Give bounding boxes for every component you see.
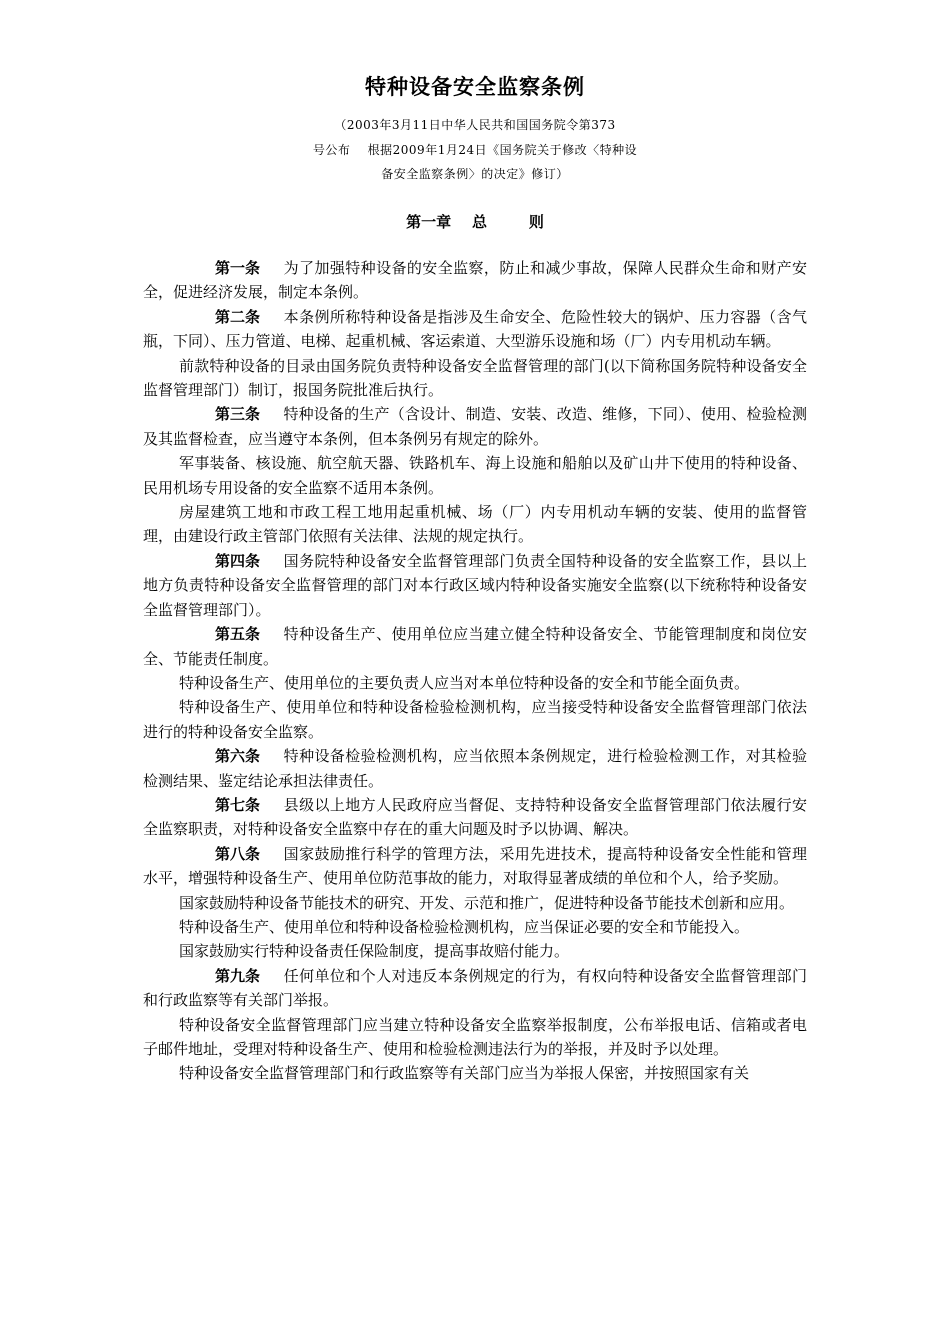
paragraph xyxy=(143,354,807,403)
paragraph-text: 本条例所称特种设备是指涉及生命安全、危险性较大的锅炉、压力容器（含气瓶，下同）、压力管道、电梯、起重机械、客运索道、大型游乐设施和场（厂）内专用机动车辆。 xyxy=(143,307,807,351)
paragraph-text: 任何单位和个人对违反本条例规定的行为，有权向特种设备安全监督管理部门和行政监察等有关部门举报。 xyxy=(143,966,807,1010)
paragraph xyxy=(143,305,807,354)
paragraph-text: 特种设备生产、使用单位和特种设备检验检测机构，应当保证必要的安全和节能投入。 xyxy=(179,917,750,936)
paragraph-text: 前款特种设备的目录由国务院负责特种设备安全监督管理的部门(以下简称国务院特种设备安全监督管理部门）制订，报国务院批准后执行。 xyxy=(143,356,807,400)
paragraph xyxy=(143,671,807,695)
article-number: 第四条 xyxy=(215,551,261,570)
article-number: 第五条 xyxy=(215,625,261,644)
subtitle-line-3: 备安全监察条例〉的决定》修订） xyxy=(381,167,569,181)
paragraph xyxy=(143,793,807,842)
subtitle-line-2: 号公布 根据2009年1月24日《国务院关于修改〈特种设 xyxy=(312,143,638,157)
paragraph-text: 特种设备的生产（含设计、制造、安装、改造、维修，下同）、使用、检验检测及其监督检查，应当遵守本条例，但本条例另有规定的除外。 xyxy=(143,405,807,448)
paragraph-text: 特种设备安全监督管理部门和行政监察等有关部门应当为举报人保密，并按照国家有关 xyxy=(179,1064,750,1083)
paragraph-text: 房屋建筑工地和市政工程工地用起重机械、场（厂）内专用机动车辆的安装、使用的监督管理，由建设行政主管部门依照有关法律、法规的规定执行。 xyxy=(143,503,807,546)
paragraph xyxy=(143,964,807,1013)
paragraph xyxy=(143,939,807,963)
paragraph-text: 国家鼓励推行科学的管理方法，采用先进技术，提高特种设备安全性能和管理水平，增强特种设备生产、使用单位防范事故的能力，对取得显著成绩的单位和个人，给予奖励。 xyxy=(143,844,807,888)
article-number: 第二条 xyxy=(215,307,261,326)
paragraph-text: 国家鼓励特种设备节能技术的研究、开发、示范和推广，促进特种设备节能技术创新和应用。 xyxy=(179,893,795,912)
paragraph xyxy=(143,891,807,915)
paragraph xyxy=(143,744,807,793)
paragraph-text: 军事装备、核设施、航空航天器、铁路机车、海上设施和船舶以及矿山井下使用的特种设备、民用机场专用设备的安全监察不适用本条例。 xyxy=(143,454,807,497)
paragraph-text: 为了加强特种设备的安全监察，防止和减少事故，保障人民群众生命和财产安全，促进经济发展，制定本条例。 xyxy=(143,259,807,302)
subtitle-line-1: （2003年3月11日中华人民共和国国务院令第373 xyxy=(334,118,616,132)
paragraph xyxy=(143,1013,807,1062)
article-number: 第一条 xyxy=(215,259,261,277)
article-number: 第六条 xyxy=(215,747,261,766)
paragraph xyxy=(143,622,807,671)
article-number: 第七条 xyxy=(215,795,261,814)
paragraph-text: 特种设备生产、使用单位和特种设备检验检测机构，应当接受特种设备安全监督管理部门依法进行的特种设备安全监察。 xyxy=(143,698,807,741)
paragraph-text: 特种设备安全监督管理部门应当建立特种设备安全监察举报制度，公布举报电话、信箱或者电子邮件地址，受理对特种设备生产、使用和检验检测违法行为的举报，并及时予以处理。 xyxy=(143,1015,807,1058)
paragraph xyxy=(143,915,807,939)
paragraph xyxy=(143,256,807,305)
paragraph-text: 县级以上地方人民政府应当督促、支持特种设备安全监督管理部门依法履行安全监察职责，对特种设备安全监察中存在的重大问题及时予以协调、解决。 xyxy=(143,795,807,839)
article-number: 第八条 xyxy=(215,844,261,863)
paragraph-text: 特种设备生产、使用单位应当建立健全特种设备安全、节能管理制度和岗位安全、节能责任制度。 xyxy=(143,625,807,668)
paragraph xyxy=(143,549,807,622)
document-body xyxy=(143,256,807,1086)
paragraph-text: 国家鼓励实行特种设备责任保险制度，提高事故赔付能力。 xyxy=(179,942,570,961)
article-number: 第九条 xyxy=(215,966,261,985)
chapter-heading: 第一章 总 则 xyxy=(406,213,544,231)
paragraph xyxy=(143,500,807,549)
paragraph xyxy=(143,1061,807,1085)
document-title: 特种设备安全监察条例 xyxy=(365,74,585,99)
paragraph xyxy=(143,842,807,891)
paragraph-text: 国务院特种设备安全监督管理部门负责全国特种设备的安全监察工作，县以上地方负责特种设备安全监督管理的部门对本行政区域内特种设备实施安全监察(以下统称特种设备安全监督管理部门）。 xyxy=(143,551,807,619)
paragraph xyxy=(143,695,807,744)
paragraph xyxy=(143,402,807,451)
paragraph xyxy=(143,451,807,500)
paragraph-text: 特种设备检验检测机构，应当依照本条例规定，进行检验检测工作，对其检验检测结果、鉴定结论承担法律责任。 xyxy=(143,747,807,790)
paragraph-text: 特种设备生产、使用单位的主要负责人应当对本单位特种设备的安全和节能全面负责。 xyxy=(179,673,750,692)
article-number: 第三条 xyxy=(215,405,261,424)
